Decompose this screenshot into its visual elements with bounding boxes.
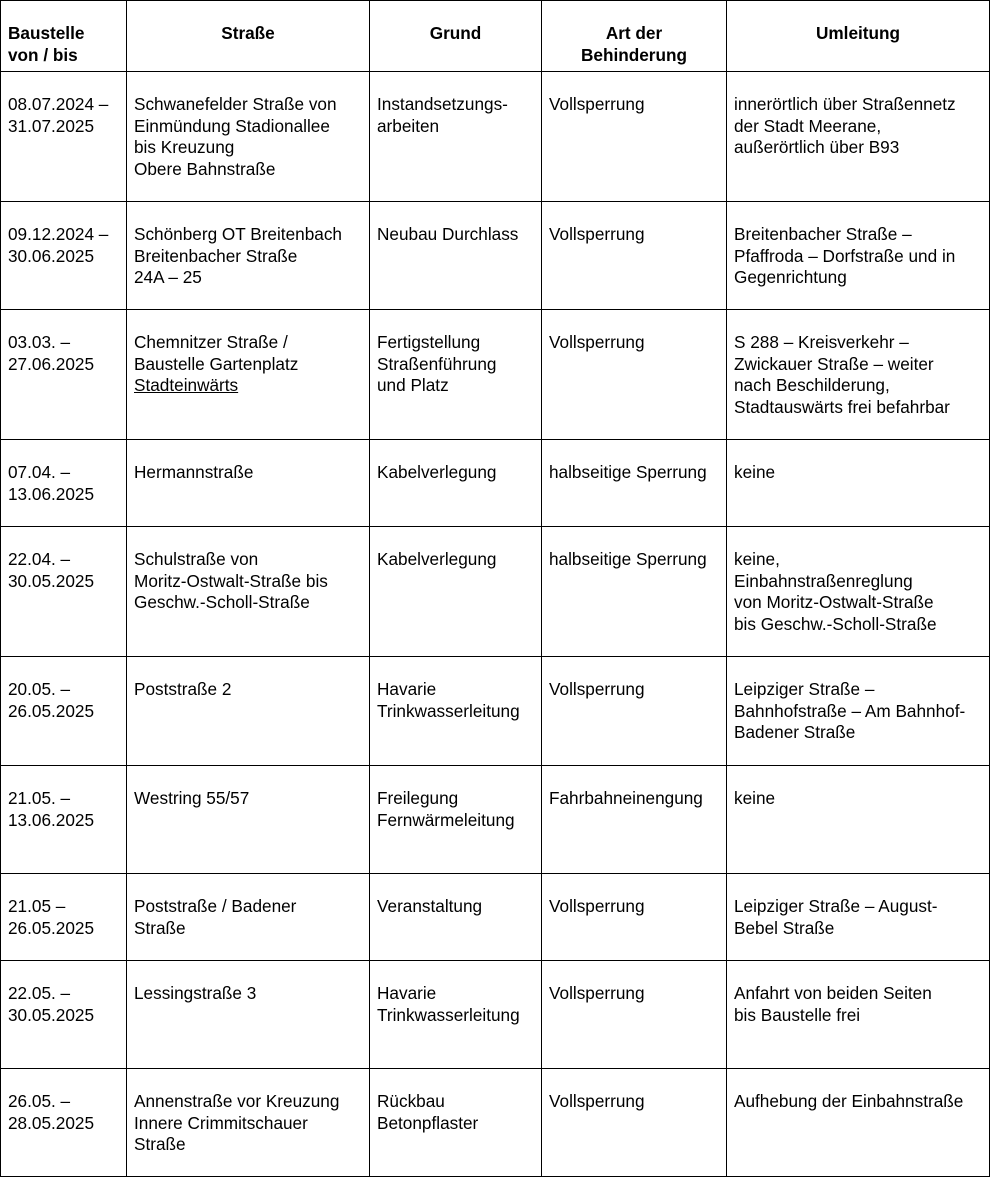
cell-period [1,766,127,874]
cell-period [1,657,127,766]
cell-line: Westring 55/57 [134,788,250,808]
cell-line: Baustelle Gartenplatz [134,353,299,374]
cell-line: Moritz-Ostwalt-Straße bis [134,570,328,591]
cell-line: Trinkwasserleitung [377,700,520,721]
cell-reason [370,72,542,202]
cell-detour [727,202,990,310]
cell-line: Trinkwasserleitung [377,1004,520,1025]
cell-street [127,874,370,961]
table-row [1,766,990,874]
cell-line: Lessingstraße 3 [134,983,257,1003]
cell-line: Kabelverlegung [377,462,497,482]
table-row [1,440,990,527]
header-cell-detour [727,1,990,72]
cell-reason [370,440,542,527]
cell-impediment [542,202,727,310]
cell-line: Innere Crimmitschauer [134,1112,308,1133]
header-cell-period [1,1,127,72]
cell-reason [370,527,542,657]
cell-line: Hermannstraße [134,462,254,482]
cell-line: Stadtauswärts frei befahrbar [734,396,950,417]
cell-line: Vollsperrung [549,896,645,916]
cell-line: 22.04. – [8,549,71,569]
cell-period [1,527,127,657]
cell-detour [727,874,990,961]
cell-detour [727,657,990,766]
cell-line: 13.06.2025 [8,809,95,830]
cell-street [127,527,370,657]
cell-reason [370,766,542,874]
cell-reason [370,874,542,961]
cell-line: 21.05 – [8,896,66,916]
cell-line: Fertigstellung [377,332,481,352]
cell-line: 26.05.2025 [8,700,95,721]
cell-line: 21.05. – [8,788,71,808]
header-text: von / bis [8,44,78,65]
header-cell-street [127,1,370,72]
cell-line: von Moritz-Ostwalt-Straße [734,592,934,612]
cell-line: innerörtlich über Straßennetz [734,94,956,114]
cell-reason [370,1069,542,1177]
cell-line: arbeiten [377,115,440,136]
cell-detour [727,961,990,1069]
cell-line: Betonpflaster [377,1112,479,1133]
cell-line: 30.05.2025 [8,570,95,591]
cell-impediment [542,874,727,961]
cell-line: 30.05.2025 [8,1004,95,1025]
cell-line: halbseitige Sperrung [549,549,707,569]
cell-line: Havarie [377,679,437,699]
table-body [1,72,990,1177]
cell-line: Fahrbahneinengung [549,788,703,808]
cell-line: 03.03. – [8,332,71,352]
cell-line: 27.06.2025 [8,353,95,374]
cell-line: Vollsperrung [549,983,645,1003]
cell-line-underlined: Stadteinwärts [134,375,239,395]
table-row [1,1069,990,1177]
cell-line: Zwickauer Straße – weiter [734,353,934,374]
cell-impediment [542,766,727,874]
cell-line: Havarie [377,983,437,1003]
table-row [1,72,990,202]
cell-line: 07.04. – [8,462,71,482]
cell-line: Schwanefelder Straße von [134,94,337,114]
cell-line: Geschw.-Scholl-Straße [134,592,310,612]
cell-line: keine [734,788,776,808]
cell-line: Poststraße 2 [134,679,232,699]
header-text: Behinderung [581,44,687,65]
cell-line: Annenstraße vor Kreuzung [134,1091,340,1111]
cell-line: Freilegung [377,788,459,808]
cell-line: 08.07.2024 – [8,94,109,114]
cell-line: Vollsperrung [549,94,645,114]
table-row [1,310,990,440]
cell-street [127,310,370,440]
cell-line: keine [734,462,776,482]
header-text: Umleitung [815,23,901,43]
cell-line: Vollsperrung [549,332,645,352]
cell-detour [727,440,990,527]
cell-line: Vollsperrung [549,679,645,699]
cell-detour [727,72,990,202]
cell-line: Breitenbacher Straße – [734,224,912,244]
table-row [1,657,990,766]
cell-line: Einmündung Stadionallee [134,115,330,136]
cell-line: Badener Straße [734,722,856,742]
cell-period [1,72,127,202]
header-text: Grund [429,23,482,43]
cell-reason [370,961,542,1069]
cell-line: Instandsetzungs- [377,94,508,114]
cell-detour [727,527,990,657]
cell-period [1,202,127,310]
cell-line: 22.05. – [8,983,71,1003]
cell-line: Gegenrichtung [734,267,847,287]
header-text: Art der [605,23,663,43]
cell-line: 26.05. – [8,1091,71,1111]
cell-street [127,72,370,202]
cell-line: bis Kreuzung [134,137,235,157]
cell-line: Straße [134,917,186,938]
cell-line: 24A – 25 [134,267,202,287]
cell-street [127,961,370,1069]
cell-period [1,961,127,1069]
cell-line: Straßenführung [377,353,497,374]
cell-line: Neubau Durchlass [377,224,519,244]
cell-street [127,1069,370,1177]
table-row [1,874,990,961]
cell-line: 30.06.2025 [8,245,95,266]
cell-impediment [542,961,727,1069]
cell-line: Bebel Straße [734,917,835,938]
cell-line: S 288 – Kreisverkehr – [734,332,909,352]
header-cell-impediment [542,1,727,72]
header-row [1,1,990,72]
cell-period [1,310,127,440]
cell-impediment [542,1069,727,1177]
table-header [1,1,990,72]
cell-line: Pfaffroda – Dorfstraße und in [734,245,956,266]
cell-line: Obere Bahnstraße [134,158,276,179]
cell-line: Poststraße / Badener [134,896,297,916]
cell-line: Leipziger Straße – August- [734,896,938,916]
cell-street [127,766,370,874]
cell-impediment [542,310,727,440]
header-text: Baustelle [8,23,85,43]
cell-line: Einbahnstraßenreglung [734,570,913,591]
cell-line: 26.05.2025 [8,917,95,938]
cell-street [127,440,370,527]
cell-line: Rückbau [377,1091,445,1111]
cell-street [127,202,370,310]
cell-line: Bahnhofstraße – Am Bahnhof- [734,700,966,721]
cell-reason [370,202,542,310]
cell-impediment [542,72,727,202]
cell-line: 13.06.2025 [8,483,95,504]
cell-line: 31.07.2025 [8,115,95,136]
cell-reason [370,657,542,766]
cell-line: Schönberg OT Breitenbach [134,224,342,244]
cell-line: halbseitige Sperrung [549,462,707,482]
cell-detour [727,1069,990,1177]
cell-line: 28.05.2025 [8,1112,95,1133]
cell-line: 09.12.2024 – [8,224,109,244]
cell-line: Kabelverlegung [377,549,497,569]
cell-impediment [542,657,727,766]
cell-impediment [542,527,727,657]
cell-line: Aufhebung der Einbahnstraße [734,1091,964,1111]
cell-line: 20.05. – [8,679,71,699]
cell-line: Vollsperrung [549,224,645,244]
cell-line: Leipziger Straße – [734,679,875,699]
table-row [1,961,990,1069]
table-row [1,202,990,310]
cell-reason [370,310,542,440]
cell-line: Schulstraße von [134,549,259,569]
cell-line: Fernwärmeleitung [377,809,515,830]
cell-detour [727,310,990,440]
cell-line: außerörtlich über B93 [734,137,900,157]
cell-line: bis Geschw.-Scholl-Straße [734,613,937,634]
cell-line: keine, [734,549,780,569]
cell-period [1,1069,127,1177]
cell-line: bis Baustelle frei [734,1004,861,1025]
cell-period [1,874,127,961]
cell-line: und Platz [377,375,449,395]
cell-detour [727,766,990,874]
cell-line: Anfahrt von beiden Seiten [734,983,932,1003]
cell-line: Vollsperrung [549,1091,645,1111]
header-text: Straße [221,23,275,43]
cell-impediment [542,440,727,527]
cell-line: Breitenbacher Straße [134,245,298,266]
cell-line: nach Beschilderung, [734,375,890,395]
cell-line: Veranstaltung [377,896,483,916]
cell-line: Chemnitzer Straße / [134,332,288,352]
cell-line: Straße [134,1134,186,1154]
header-cell-reason [370,1,542,72]
table-row [1,527,990,657]
cell-period [1,440,127,527]
cell-street [127,657,370,766]
cell-line: der Stadt Meerane, [734,115,882,136]
